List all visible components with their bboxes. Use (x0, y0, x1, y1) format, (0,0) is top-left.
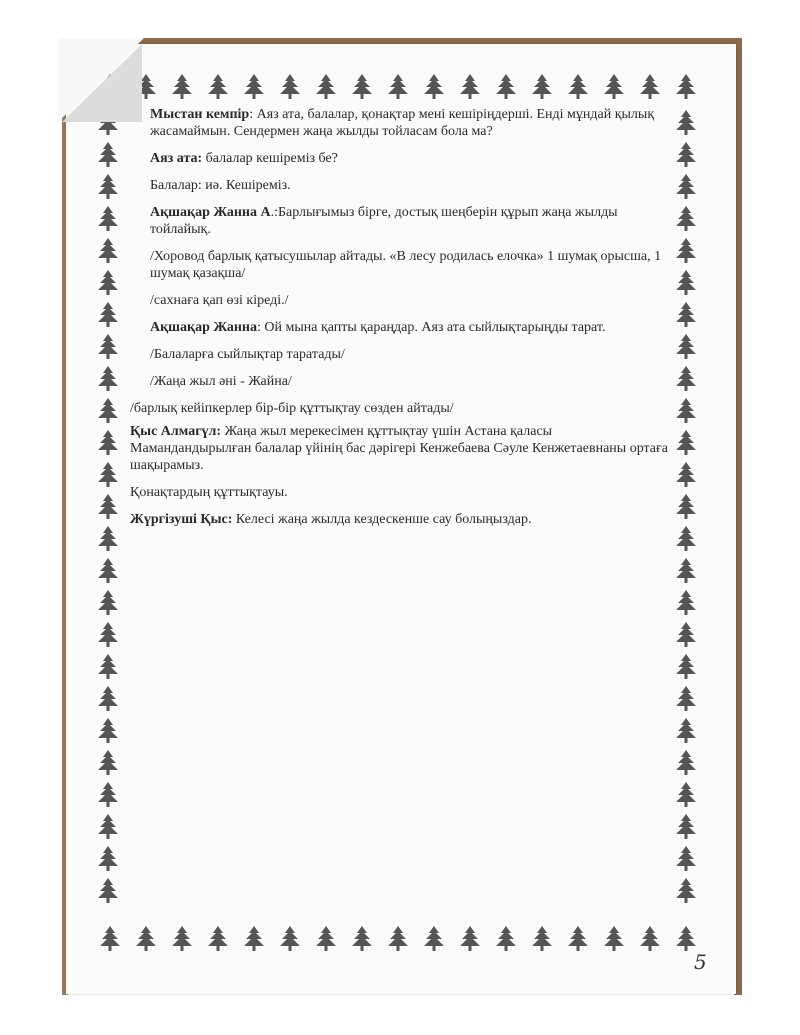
fir-tree-icon (98, 718, 118, 743)
paragraph-text: Аяз ата, балалар, қонақтар мені кешіріңдерші. Енді мұндай қылық жасамаймын. Сендермен жаңа жылды тойласам бола ма? (150, 107, 655, 139)
fir-tree-icon (532, 74, 552, 99)
paragraph-text: :Барлығымыз бірге, достық шеңберін құрып жаңа жылды тойлайық. (150, 205, 618, 237)
fir-tree-icon (280, 74, 300, 99)
fir-tree-icon (98, 590, 118, 615)
fir-tree-icon (316, 74, 336, 99)
fir-tree-icon (568, 74, 588, 99)
fir-tree-icon (352, 926, 372, 951)
paragraph-2 (130, 150, 670, 167)
speaker-name: Жүргізуші Қыс: (130, 512, 233, 527)
speaker-name: Аяз ата: (150, 151, 203, 166)
paragraph-text: Жаңа жыл мерекесімен құттықтау үшін Астана қаласы Мамандандырылған балалар үйінің бас дәрігері Кенжебаева Сәуле Кенжетаевнаны ортаға шақырамыз. (130, 424, 668, 473)
paragraph-13 (130, 511, 670, 528)
fir-tree-icon (676, 238, 696, 263)
fir-tree-icon (496, 926, 516, 951)
fir-tree-icon (424, 74, 444, 99)
paragraph-text: Ой мына қапты қараңдар. Аяз ата сыйлықтарыңды тарат. (264, 320, 606, 335)
fir-tree-icon (98, 622, 118, 647)
fir-tree-icon (460, 74, 480, 99)
fir-tree-icon (604, 926, 624, 951)
fir-tree-icon (676, 926, 696, 951)
fir-tree-icon (640, 926, 660, 951)
fir-tree-icon (676, 174, 696, 199)
fir-tree-icon (676, 334, 696, 359)
fir-tree-icon (98, 686, 118, 711)
fir-tree-icon (568, 926, 588, 951)
fir-tree-icon (98, 462, 118, 487)
paragraph-text: /Хоровод барлық қатысушылар айтады. «В лесу родилась елочка» 1 шумақ орысша, 1 шумақ қазақша/ (150, 249, 662, 281)
paragraph-11 (130, 423, 670, 474)
fir-tree-icon (98, 174, 118, 199)
paragraph-text: /барлық кейіпкерлер бір-бір құттықтау сөзден айтады/ (130, 401, 454, 416)
paragraph-4: Ақшақар Жанна А.:Барлығымыз бірге, достық шеңберін құрып жаңа жылды тойлайық. (150, 205, 618, 237)
fir-tree-icon (98, 814, 118, 839)
fir-tree-icon (98, 750, 118, 775)
fir-tree-icon (676, 74, 696, 99)
fir-tree-icon (316, 926, 336, 951)
fir-tree-icon (98, 654, 118, 679)
paragraph-12 (130, 484, 670, 501)
fir-tree-icon (98, 142, 118, 167)
fir-tree-icon (676, 878, 696, 903)
fir-tree-icon (98, 526, 118, 551)
fir-tree-icon (676, 686, 696, 711)
paragraph-10 (130, 400, 670, 417)
fir-tree-icon (676, 366, 696, 391)
paragraph-3 (130, 177, 670, 194)
fir-tree-icon (244, 74, 264, 99)
paragraph-9 (130, 373, 670, 390)
fir-tree-icon (98, 270, 118, 295)
fir-tree-icon (676, 526, 696, 551)
fir-tree-icon (676, 398, 696, 423)
fir-tree-icon (98, 366, 118, 391)
paragraph-1: Мыстан кемпір: Аяз ата, балалар, қонақтар мені кешіріңдерші. Енді мұндай қылық жасамаймын. Сендермен жаңа жылды тойласам бола ма? (150, 107, 655, 139)
paragraph-text: Балалар: иә. Кешіреміз. (150, 178, 291, 193)
fir-tree-icon (98, 398, 118, 423)
fir-tree-icon (640, 74, 660, 99)
paragraph-text: /Жаңа жыл әні - Жайна/ (150, 374, 292, 389)
paragraph-6 (130, 292, 670, 309)
page-number: 5 (694, 950, 707, 974)
fir-tree-icon (388, 926, 408, 951)
fir-tree-icon (208, 74, 228, 99)
fir-tree-icon (676, 270, 696, 295)
fir-tree-icon (280, 926, 300, 951)
fir-tree-icon (98, 878, 118, 903)
speaker-name: Мыстан кемпір (150, 107, 250, 122)
fir-tree-icon (98, 430, 118, 455)
fir-tree-icon (676, 206, 696, 231)
fir-tree-icon (98, 494, 118, 519)
paragraph-5 (130, 248, 670, 282)
paragraph-8 (130, 346, 670, 363)
fir-tree-icon (676, 494, 696, 519)
paragraph-text: Келесі жаңа жылда кездескенше сау болыңыздар. (235, 512, 532, 527)
fir-tree-icon (676, 718, 696, 743)
document-body (130, 106, 670, 538)
fir-tree-icon (460, 926, 480, 951)
fir-tree-icon (100, 926, 120, 951)
fir-tree-icon (676, 654, 696, 679)
fir-tree-icon (98, 334, 118, 359)
fir-tree-icon (172, 926, 192, 951)
fir-tree-icon (208, 926, 228, 951)
speaker-name: Ақшақар Жанна А (150, 205, 271, 220)
fir-tree-icon (676, 302, 696, 327)
speaker-name: Қыс Алмагүл: (130, 424, 222, 439)
fir-tree-icon (98, 206, 118, 231)
fir-tree-icon (676, 462, 696, 487)
fir-tree-icon (676, 142, 696, 167)
fir-tree-icon (676, 622, 696, 647)
fir-tree-icon (424, 926, 444, 951)
fir-tree-icon (676, 782, 696, 807)
fir-tree-icon (352, 74, 372, 99)
fir-tree-icon (532, 926, 552, 951)
paragraph-text: Қонақтардың құттықтауы. (130, 485, 288, 500)
paragraph-text: балалар кешіреміз бе? (205, 151, 338, 166)
fir-tree-icon (136, 926, 156, 951)
fir-tree-icon (98, 782, 118, 807)
fir-tree-icon (496, 74, 516, 99)
fir-tree-icon (98, 302, 118, 327)
fir-tree-icon (98, 238, 118, 263)
speaker-name: Ақшақар Жанна (150, 320, 257, 335)
paragraph-text: /Балаларға сыйлықтар таратады/ (150, 347, 345, 362)
fir-tree-icon (676, 430, 696, 455)
fir-tree-icon (676, 750, 696, 775)
fir-tree-icon (676, 558, 696, 583)
fir-tree-icon (676, 110, 696, 135)
fir-tree-icon (244, 926, 264, 951)
fir-tree-icon (676, 590, 696, 615)
fir-tree-icon (676, 814, 696, 839)
fir-tree-icon (98, 558, 118, 583)
paragraph-7: Ақшақар Жанна: Ой мына қапты қараңдар. Аяз ата сыйлықтарыңды тарат. (150, 320, 606, 335)
fir-tree-icon (604, 74, 624, 99)
fir-tree-icon (388, 74, 408, 99)
fir-tree-icon (98, 846, 118, 871)
fir-tree-icon (172, 74, 192, 99)
paragraph-text: /сахнаға қап өзі кіреді./ (150, 293, 289, 308)
fir-tree-icon (676, 846, 696, 871)
